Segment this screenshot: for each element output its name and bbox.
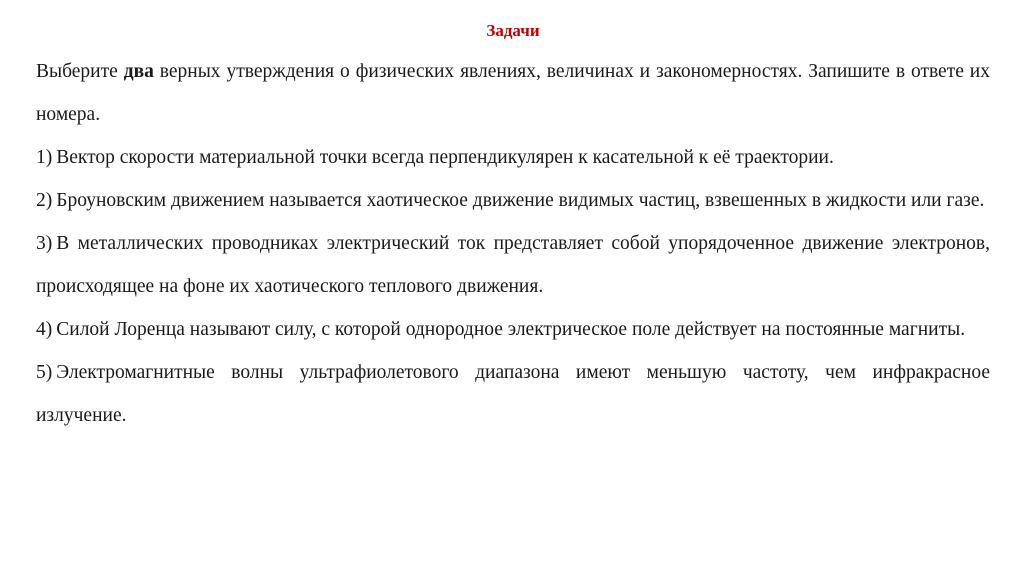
statement-number: 5) xyxy=(36,362,53,383)
statement-2 xyxy=(36,179,990,222)
statement-number: 1) xyxy=(36,147,53,168)
statement-3 xyxy=(36,222,990,308)
slide-title: Задачи xyxy=(486,21,540,40)
statement-5 xyxy=(36,351,990,437)
statement-text: Силой Лоренца называют силу, с которой однородное электрическое поле действует на постоянные магниты. xyxy=(56,319,966,340)
intro-emphasis: два xyxy=(123,61,154,82)
intro-text-start: Выберите xyxy=(36,61,124,82)
statement-text: Броуновским движением называется хаотическое движение видимых частиц, взвешенных в жидкости или газе. xyxy=(56,190,985,211)
statement-text: В металлических проводниках электрический ток представляет собой упорядоченное движение электронов, происходящее на фоне их хаотического теплового движения. xyxy=(36,233,990,297)
intro-text-end: верных утверждения о физических явлениях, величинах и закономерностях. Запишите в ответе их номера. xyxy=(36,61,990,125)
statement-text: Электромагнитные волны ультрафиолетового диапазона имеют меньшую частоту, чем инфракрасное излучение. xyxy=(36,362,990,426)
statement-1 xyxy=(36,136,990,179)
statement-number: 2) xyxy=(36,190,53,211)
statement-4 xyxy=(36,308,990,351)
statement-text: Вектор скорости материальной точки всегда перпендикулярен к касательной к её траектории. xyxy=(56,147,834,168)
intro-paragraph xyxy=(36,50,990,136)
statement-number: 4) xyxy=(36,319,53,340)
statement-number: 3) xyxy=(36,233,53,254)
